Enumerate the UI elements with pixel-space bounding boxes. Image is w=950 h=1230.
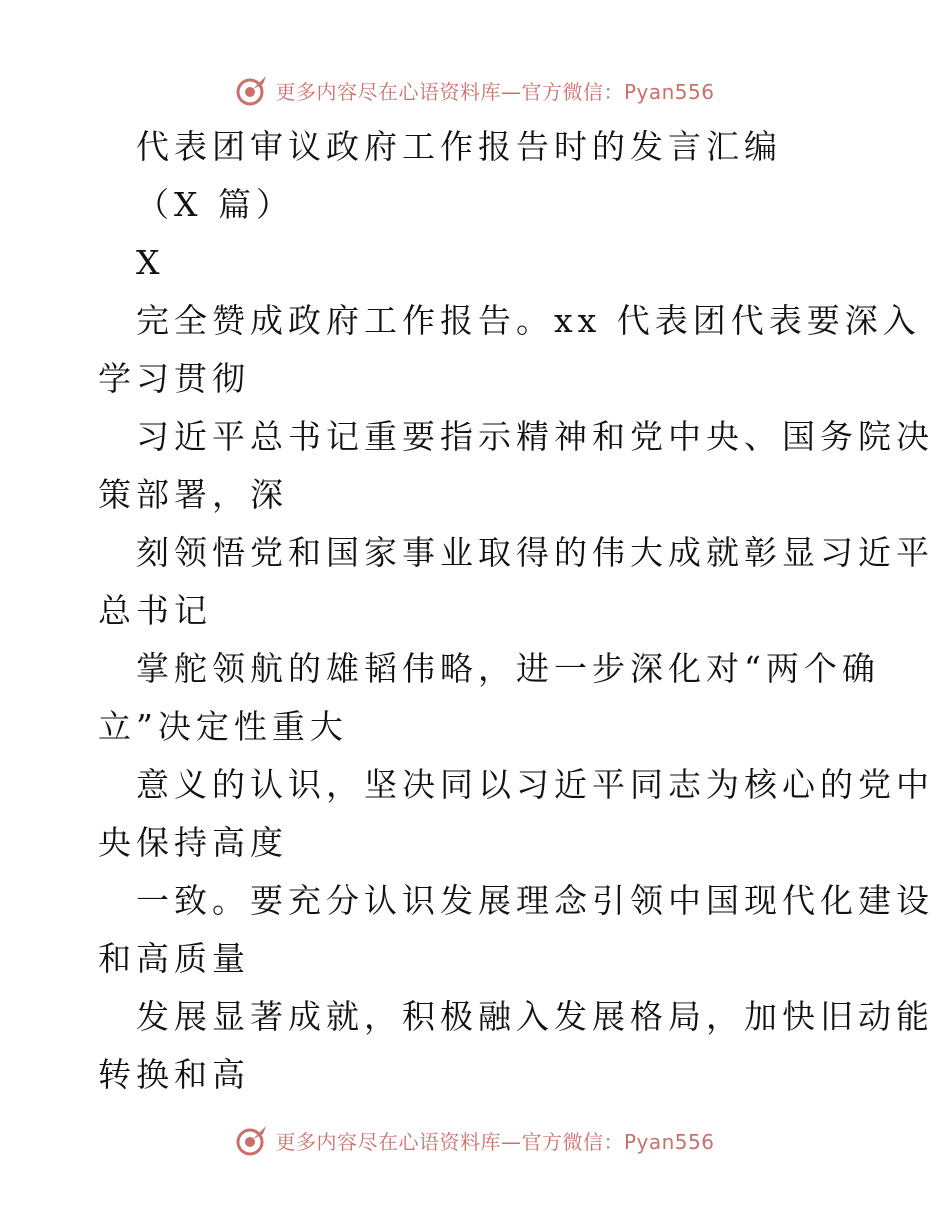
paragraph-line: 学习贯彻 — [98, 359, 250, 398]
footer-watermark — [0, 1120, 950, 1160]
section-marker: X — [136, 243, 165, 282]
paragraph-line: 一致。要充分认识发展理念引领中国现代化建设 — [136, 881, 934, 920]
paragraph-line: 策部署，深 — [98, 475, 288, 514]
document-subtitle: （X 篇） — [136, 185, 294, 224]
paragraph-line: 总书记 — [98, 591, 212, 630]
paragraph-line: 立”决定性重大 — [98, 707, 348, 746]
paragraph-line: 刻领悟党和国家事业取得的伟大成就彰显习近平 — [136, 533, 934, 572]
paragraph-line: 发展显著成就，积极融入发展格局，加快旧动能 — [136, 997, 934, 1036]
paragraph-line: 央保持高度 — [98, 823, 288, 862]
paragraph-line: 完全赞成政府工作报告。xx 代表团代表要深入 — [136, 301, 921, 340]
paragraph-line: 转换和高 — [98, 1055, 250, 1094]
document-title: 代表团审议政府工作报告时的发言汇编 — [136, 127, 782, 166]
watermark-text: 更多内容尽在心语资料库—官方微信：Pyan556 — [275, 79, 715, 104]
paragraph-line: 习近平总书记重要指示精神和党中央、国务院决 — [136, 417, 934, 456]
quill-logo-icon — [235, 1123, 269, 1157]
paragraph-line: 意义的认识，坚决同以习近平同志为核心的党中 — [136, 765, 934, 804]
paragraph-line: 和高质量 — [98, 939, 250, 978]
watermark-text: 更多内容尽在心语资料库—官方微信：Pyan556 — [275, 1129, 715, 1154]
paragraph-line: 掌舵领航的雄韬伟略，进一步深化对“两个确 — [136, 649, 880, 688]
